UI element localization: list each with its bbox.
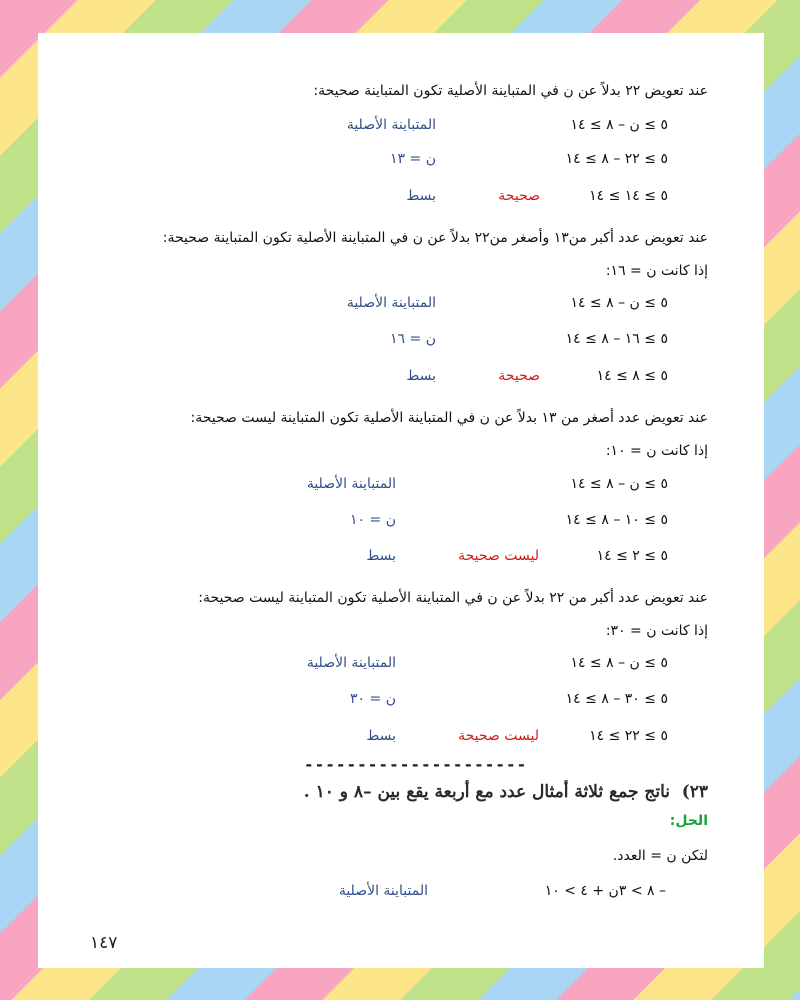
problem-number: ٢٣) bbox=[681, 782, 708, 802]
block3-row3-note: بسط bbox=[366, 548, 396, 564]
block3-row3-status: ليست صحيحة bbox=[458, 548, 539, 564]
block2-row1-note: المتباينة الأصلية bbox=[346, 295, 436, 311]
block2-row2-math: ٥ ≥ ١٦ – ٨ ≥ ١٤ bbox=[565, 331, 668, 347]
block3-case: إذا كانت ن = ١٠: bbox=[605, 443, 708, 459]
block3-row2-math: ٥ ≥ ١٠ – ٨ ≥ ١٤ bbox=[565, 512, 668, 528]
final-row-note: المتباينة الأصلية bbox=[338, 883, 428, 899]
block1-row2-math: ٥ ≥ ٢٢ – ٨ ≥ ١٤ bbox=[565, 151, 668, 167]
final-row-math: – ٨ > ٣ن + ٤ > ١٠ bbox=[544, 883, 666, 899]
block2-intro: عند تعويض عدد أكبر من١٣ وأصغر من٢٢ بدلاً عن ن في المتباينة الأصلية تكون المتباينة صحيحة: bbox=[162, 230, 708, 246]
problem-text: ناتج جمع ثلاثة أمثال عدد مع أربعة يقع بين –٨ و ١٠ . bbox=[303, 782, 670, 802]
page bbox=[38, 33, 764, 968]
block3-row1-note: المتباينة الأصلية bbox=[306, 476, 396, 492]
block3-row2-note: ن = ١٠ bbox=[350, 512, 396, 528]
block2-row3-math: ٥ ≥ ٨ ≥ ١٤ bbox=[596, 368, 668, 384]
solution-label: الحل: bbox=[669, 813, 708, 829]
block2-row1-math: ٥ ≥ ن – ٨ ≥ ١٤ bbox=[570, 295, 668, 311]
block4-row3-math: ٥ ≥ ٢٢ ≥ ١٤ bbox=[589, 728, 668, 744]
block3-intro: عند تعويض عدد أصغر من ١٣ بدلاً عن ن في المتباينة الأصلية تكون المتباينة ليست صحيحة: bbox=[190, 410, 708, 426]
block3-row1-math: ٥ ≥ ن – ٨ ≥ ١٤ bbox=[570, 476, 668, 492]
block1-row2-note: ن = ١٣ bbox=[390, 151, 436, 167]
let-line: لتكن ن = العدد. bbox=[612, 848, 708, 864]
block1-row1-math: ٥ ≥ ن – ٨ ≥ ١٤ bbox=[570, 117, 668, 133]
separator-line: --------------------- bbox=[304, 755, 528, 774]
block1-row3-note: بسط bbox=[406, 188, 436, 204]
block4-row3-status: ليست صحيحة bbox=[458, 728, 539, 744]
block2-case: إذا كانت ن = ١٦: bbox=[605, 263, 708, 279]
block4-row1-note: المتباينة الأصلية bbox=[306, 655, 396, 671]
block3-row3-math: ٥ ≥ ٢ ≥ ١٤ bbox=[596, 548, 668, 564]
block4-case: إذا كانت ن = ٣٠: bbox=[605, 623, 708, 639]
block4-row2-math: ٥ ≥ ٣٠ – ٨ ≥ ١٤ bbox=[565, 691, 668, 707]
block2-row2-note: ن = ١٦ bbox=[390, 331, 436, 347]
block1-intro: عند تعويض ٢٢ بدلاً عن ن في المتباينة الأصلية تكون المتباينة صحيحة: bbox=[313, 83, 708, 99]
block2-row3-status: صحيحة bbox=[498, 368, 540, 384]
block1-row1-note: المتباينة الأصلية bbox=[346, 117, 436, 133]
block4-row2-note: ن = ٣٠ bbox=[350, 691, 396, 707]
block4-row1-math: ٥ ≥ ن – ٨ ≥ ١٤ bbox=[570, 655, 668, 671]
block4-row3-note: بسط bbox=[366, 728, 396, 744]
block4-intro: عند تعويض عدد أكبر من ٢٢ بدلاً عن ن في المتباينة الأصلية تكون المتباينة ليست صحيحة: bbox=[198, 590, 708, 606]
page-number: ١٤٧ bbox=[90, 933, 118, 953]
block2-row3-note: بسط bbox=[406, 368, 436, 384]
block1-row3-math: ٥ ≥ ١٤ ≥ ١٤ bbox=[589, 188, 668, 204]
block1-row3-status: صحيحة bbox=[498, 188, 540, 204]
